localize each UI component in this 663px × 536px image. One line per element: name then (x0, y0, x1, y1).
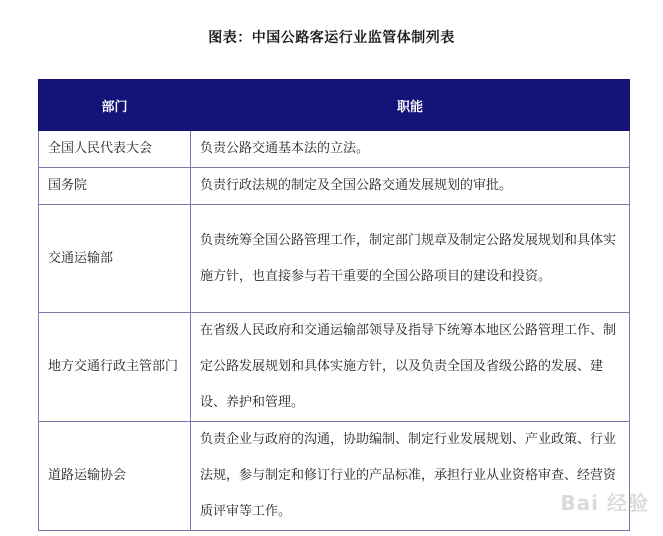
table-row (39, 422, 630, 531)
duty-cell: 负责企业与政府的沟通，协助编制、制定行业发展规划、产业政策、行业法规，参与制定和修订行业的产品标准，承担行业从业资格审查、经营资质评审等工作。 (191, 422, 630, 531)
header-function: 职能 (191, 80, 630, 131)
table-row (39, 205, 630, 313)
dept-cell: 交通运输部 (39, 205, 191, 313)
duty-cell: 负责公路交通基本法的立法。 (191, 131, 630, 168)
dept-cell: 道路运输协会 (39, 422, 191, 531)
page-title: 图表：中国公路客运行业监管体制列表 (208, 30, 455, 46)
table-row (39, 131, 630, 168)
dept-cell: 国务院 (39, 168, 191, 205)
duty-cell: 负责统筹全国公路管理工作，制定部门规章及制定公路发展规划和具体实施方针，也直接参与若干重要的全国公路项目的建设和投资。 (191, 205, 630, 313)
table-row (39, 168, 630, 205)
table-header-row (39, 80, 630, 131)
dept-cell: 地方交通行政主管部门 (39, 313, 191, 422)
regulatory-table (38, 79, 630, 531)
header-department: 部门 (39, 80, 191, 131)
table-row (39, 313, 630, 422)
baidu-watermark: Bai 经验 (560, 491, 649, 515)
duty-cell: 在省级人民政府和交通运输部领导及指导下统筹本地区公路管理工作、制定公路发展规划和具体实施方针，以及负责全国及省级公路的发展、建设、养护和管理。 (191, 313, 630, 422)
duty-cell: 负责行政法规的制定及全国公路交通发展规划的审批。 (191, 168, 630, 205)
dept-cell: 全国人民代表大会 (39, 131, 191, 168)
